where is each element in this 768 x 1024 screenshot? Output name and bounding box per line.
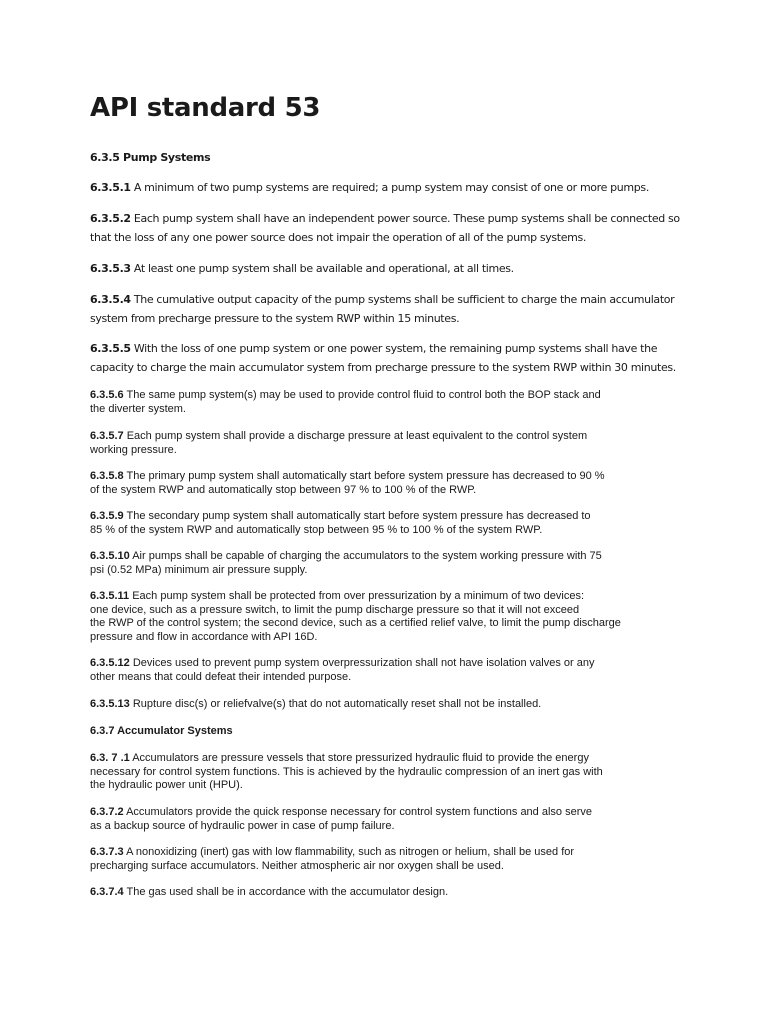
clause-number: 6.3.5.2 — [90, 212, 131, 225]
clause-number: 6.3.5.3 — [90, 262, 131, 275]
paragraph-text: A minimum of two pump systems are required; a pump system may consist of one or more pumps. — [133, 181, 649, 194]
paragraph-6371 — [90, 752, 603, 793]
paragraph-text: The primary pump system shall automatically start before system pressure has decreased to 90 % — [126, 470, 605, 482]
paragraph-6355 — [90, 339, 676, 377]
paragraph-text: Each pump system shall provide a discharge pressure at least equivalent to the control system — [126, 430, 588, 442]
paragraph-text: Rupture disc(s) or reliefvalve(s) that do not automatically reset shall not be installed. — [132, 698, 542, 710]
clause-number: 6.3.5.9 — [90, 510, 124, 522]
paragraph-6356 — [90, 389, 601, 416]
paragraph-text: capacity to charge the main accumulator system from precharge pressure to the system RWP within 30 minutes. — [90, 361, 676, 374]
clause-number: 6.3.5.11 — [90, 590, 130, 602]
paragraph-text: pressure and flow in accordance with API 16D. — [90, 630, 318, 643]
clause-number: 6.3.7.2 — [90, 806, 124, 818]
clause-number: 6.3.5.5 — [90, 342, 131, 355]
paragraph-text: system from precharge pressure to the system RWP within 15 minutes. — [90, 312, 460, 325]
paragraph-text: At least one pump system shall be available and operational, at all times. — [133, 262, 514, 275]
paragraph-6359 — [90, 510, 591, 537]
paragraph-text: as a backup source of hydraulic power in case of pump failure. — [90, 819, 395, 832]
paragraph-6358 — [90, 470, 605, 497]
section-heading-accumulator-systems: 6.3.7 Accumulator Systems — [90, 725, 233, 737]
paragraph-text: the hydraulic power unit (HPU). — [90, 779, 243, 791]
clause-number: 6.3.5.10 — [90, 550, 130, 562]
paragraph-text: psi (0.52 MPa) minimum air pressure supply. — [90, 563, 308, 576]
paragraph-text: Devices used to prevent pump system overpressurization shall not have isolation valves or any — [132, 657, 595, 669]
clause-number: 6.3.5.8 — [90, 470, 124, 482]
clause-number: 6.3.5.4 — [90, 293, 131, 306]
paragraph-text: the diverter system. — [90, 402, 186, 415]
paragraph-6372 — [90, 806, 592, 833]
paragraph-text: Each pump system shall be protected from over pressurization by a minimum of two devices: — [132, 590, 585, 602]
paragraph-6357 — [90, 430, 587, 457]
paragraph-text: The cumulative output capacity of the pump systems shall be sufficient to charge the main accumulator — [133, 293, 675, 306]
paragraph-text: A nonoxidizing (inert) gas with low flammability, such as nitrogen or helium, shall be used for — [126, 846, 575, 858]
paragraph-text: the RWP of the control system; the second device, such as a certified relief valve, to limit the pump discharge — [90, 617, 621, 629]
paragraph-text: other means that could defeat their intended purpose. — [90, 670, 352, 683]
paragraph-text: of the system RWP and automatically stop between 97 % to 100 % of the RWP. — [90, 483, 477, 496]
clause-number: 6.3.5.13 — [90, 698, 130, 710]
section-heading-pump-systems: 6.3.5 Pump Systems — [90, 151, 211, 164]
clause-number: 6.3.5.6 — [90, 389, 124, 401]
paragraph-6352 — [90, 209, 680, 247]
paragraph-text: The same pump system(s) may be used to provide control fluid to control both the BOP stack and — [126, 389, 601, 401]
paragraph-text: working pressure. — [90, 443, 177, 456]
paragraph-text: precharging surface accumulators. Neither atmospheric air nor oxygen shall be used. — [90, 859, 504, 872]
paragraph-text: that the loss of any one power source does not impair the operation of all of the pump systems. — [90, 231, 587, 244]
paragraph-text: The secondary pump system shall automatically start before system pressure has decreased to — [126, 510, 591, 522]
clause-number: 6.3.5.7 — [90, 430, 124, 442]
paragraph-6374 — [90, 886, 448, 900]
document-title: API standard 53 — [90, 93, 321, 123]
paragraph-63513 — [90, 698, 541, 712]
paragraph-text: 85 % of the system RWP and automatically stop between 95 % to 100 % of the system RWP. — [90, 523, 543, 536]
clause-number: 6.3.5.1 — [90, 181, 131, 194]
clause-number: 6.3. 7 .1 — [90, 752, 130, 764]
clause-number: 6.3.7.3 — [90, 846, 124, 858]
paragraph-6373 — [90, 846, 574, 873]
paragraph-63512 — [90, 657, 594, 684]
paragraph-text: necessary for control system functions. This is achieved by the hydraulic compression of an inert gas with — [90, 765, 603, 778]
paragraph-6354 — [90, 290, 674, 328]
paragraph-text: Each pump system shall have an independent power source. These pump systems shall be connected so — [133, 212, 680, 225]
paragraph-text: Air pumps shall be capable of charging the accumulators to the system working pressure with 75 — [132, 550, 602, 562]
paragraph-text: Accumulators are pressure vessels that store pressurized hydraulic fluid to provide the energy — [132, 752, 589, 764]
paragraph-6351 — [90, 178, 649, 197]
clause-number: 6.3.7.4 — [90, 886, 124, 898]
paragraph-text: The gas used shall be in accordance with the accumulator design. — [126, 886, 449, 898]
paragraph-6353 — [90, 259, 514, 278]
paragraph-63510 — [90, 550, 602, 577]
paragraph-text: With the loss of one pump system or one power system, the remaining pump systems shall have the — [133, 342, 658, 355]
paragraph-text: Accumulators provide the quick response necessary for control system functions and also serve — [126, 806, 592, 818]
paragraph-text: one device, such as a pressure switch, to limit the pump discharge pressure so that it will not exceed — [90, 603, 580, 616]
clause-number: 6.3.5.12 — [90, 657, 130, 669]
paragraph-63511 — [90, 590, 621, 644]
